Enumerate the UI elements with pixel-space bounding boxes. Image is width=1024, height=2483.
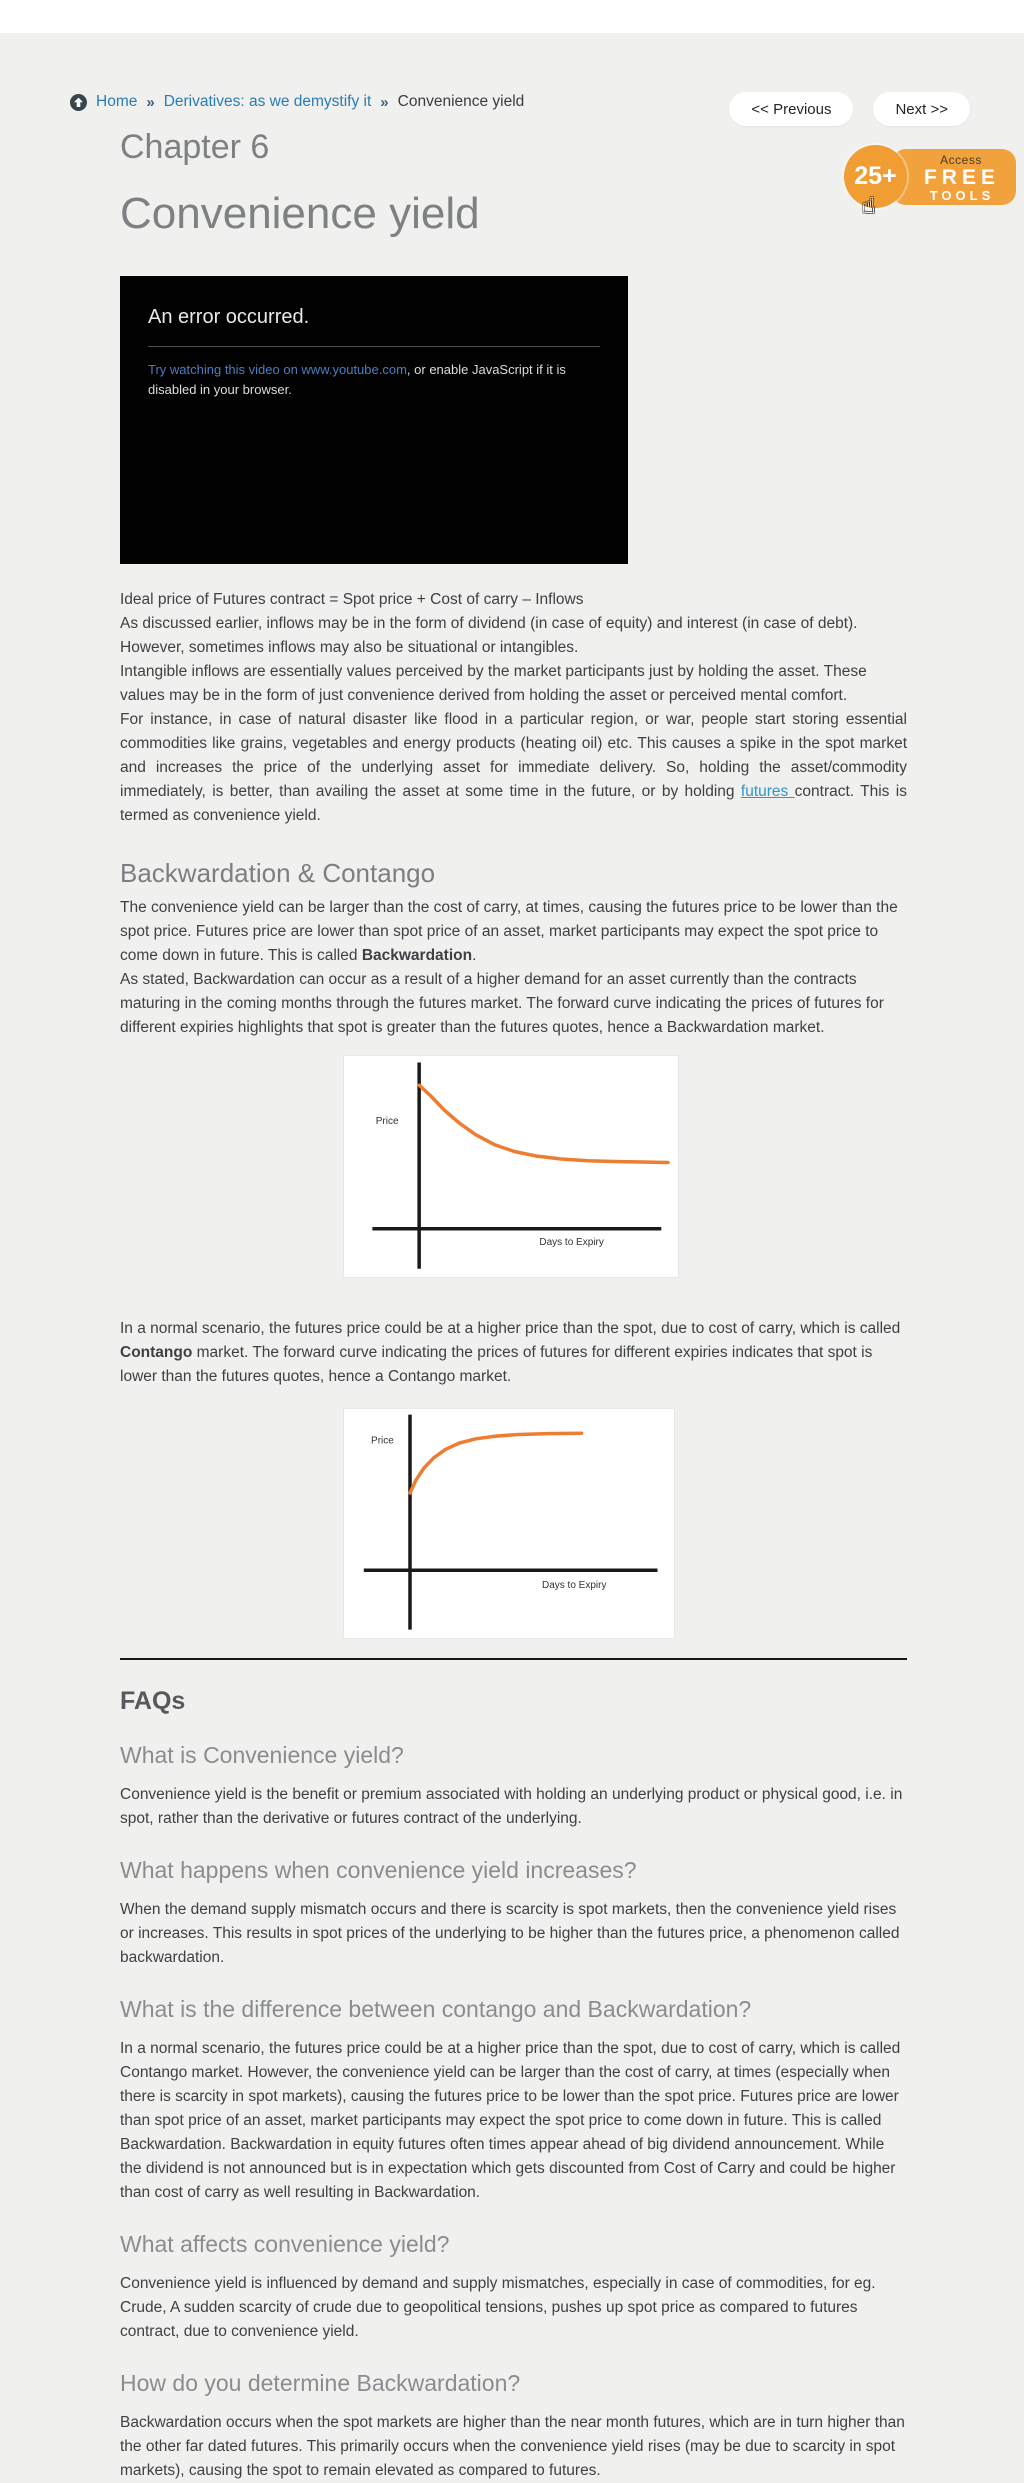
paragraph-contango xyxy=(120,1317,907,1389)
faq-question-2: What happens when convenience yield increases? xyxy=(120,1857,637,1883)
watch-on-youtube-link[interactable]: Try watching this video on www.youtube.com xyxy=(148,362,407,377)
page-background xyxy=(0,33,1024,2483)
pager-buttons xyxy=(729,92,970,126)
paragraph-text: In a normal scenario, the futures price could be at a higher price than the spot, due to cost of carry, which is called xyxy=(120,1320,901,1337)
section-heading-backwardation-contango: Backwardation & Contango xyxy=(120,858,436,888)
contango-term: Contango xyxy=(120,1344,193,1361)
paragraph-text: market. The forward curve indicating the prices of futures for different expiries indicates that spot is lower than the futures quotes, hence a Contango market. xyxy=(120,1344,873,1385)
free-tools-badge[interactable] xyxy=(844,145,1016,217)
breadcrumb-home-link[interactable]: Home xyxy=(96,93,138,110)
chevron-right-icon: » xyxy=(380,93,389,111)
section-divider xyxy=(120,1658,907,1660)
breadcrumb-section-link[interactable]: Derivatives: as we demystify it xyxy=(163,93,372,110)
top-white-bar xyxy=(0,0,1024,33)
contango-chart xyxy=(344,1409,674,1633)
backwardation-term: Backwardation xyxy=(361,947,473,964)
video-error-divider xyxy=(148,346,600,347)
home-icon[interactable] xyxy=(70,94,87,111)
faq-question-3: What is the difference between contango and Backwardation? xyxy=(120,1996,752,2022)
paragraph-inflows: As discussed earlier, inflows may be in the form of dividend (in case of equity) and interest (in case of debt). However, sometimes inflows may also be situational or intangibles. xyxy=(120,615,858,656)
hand-click-icon: ☝ xyxy=(862,193,876,218)
svg-text:Days to Expiry: Days to Expiry xyxy=(542,1580,607,1592)
faq-answer-2: When the demand supply mismatch occurs and there is scarcity is spot markets, then the convenience yield rises or increases. This results in spot prices of the underlying to be higher than the futures price, a phenomenon called backwardation. xyxy=(120,1901,900,1966)
paragraph-text: contract. This is termed as convenience yield. xyxy=(120,783,907,824)
paragraph-formula: Ideal price of Futures contract = Spot price + Cost of carry – Inflows xyxy=(120,591,584,608)
chapter-label: Chapter 6 xyxy=(120,128,270,166)
breadcrumb-current: Convenience yield xyxy=(397,93,525,110)
page-title: Convenience yield xyxy=(120,189,480,238)
promo-access-text: Access xyxy=(940,153,982,167)
video-error-title: An error occurred. xyxy=(148,306,310,328)
contango-chart-figure xyxy=(344,1409,674,1638)
chevron-right-icon: » xyxy=(146,93,155,111)
faq-heading: FAQs xyxy=(120,1687,186,1715)
promo-count-badge: 25+ xyxy=(844,145,907,208)
faq-answer-5: Backwardation occurs when the spot markets are higher than the near month futures, which are in turn higher than the other far dated futures. This primarily occurs when the convenience yield rises (may be due to scarcity in spot markets), causing the spot to remain elevated as compared to futures. xyxy=(120,2414,905,2479)
paragraph-backwardation-2: As stated, Backwardation can occur as a result of a higher demand for an asset currently than the contracts maturing in the coming months through the futures market. The forward curve indicating the prices of futures for different expiries highlights that spot is greater than the futures quotes, hence a Backwardation market. xyxy=(120,971,884,1036)
next-button[interactable]: Next >> xyxy=(873,92,970,126)
faq-question-4: What affects convenience yield? xyxy=(120,2231,450,2257)
faq-answer-1: Convenience yield is the benefit or premium associated with holding an underlying product or physical good, i.e. in spot, rather than the derivative or futures contract of the underlying. xyxy=(120,1786,903,1827)
backwardation-chart xyxy=(344,1056,678,1272)
paragraph-text: . xyxy=(472,947,477,964)
faq-question-1: What is Convenience yield? xyxy=(120,1742,404,1768)
svg-text:Price: Price xyxy=(371,1435,394,1447)
faq-question-5: How do you determine Backwardation? xyxy=(120,2370,521,2396)
svg-text:Days to Expiry: Days to Expiry xyxy=(539,1237,604,1248)
faq-answer-4: Convenience yield is influenced by demand and supply mismatches, especially in case of commodities, for eg. Crude, A sudden scarcity of crude due to geopolitical tensions, pushes up spot price as compared to futures contract, due to convenience yield. xyxy=(120,2275,876,2340)
faq-answer-3: In a normal scenario, the futures price could be at a higher price than the spot, due to cost of carry, which is called Contango market. However, the convenience yield can be larger than the cost of carry, at times (especially when there is scarcity in spot markets), causing the futures price to be lower than the spot price. Futures price are lower than spot price of an asset, market participants may expect the spot price to come down in future. This is called Backwardation. Backwardation in equity futures often times appear ahead of big dividend announcement. While the dividend is not announced but is in expectation which gets discounted from Cost of Carry and could be higher than cost of carry as well resulting in Backwardation. xyxy=(120,2040,901,2201)
paragraph-text: For instance, in case of natural disaster like flood in a particular region, or war, people start storing essential commodities like grains, vegetables and energy products (heating oil) etc. This causes a spike in the spot market and increases the price of the underlying asset for immediate delivery. So, holding the asset/commodity immediately, is better, than availing the asset at some time in the future, or by holding xyxy=(120,711,907,800)
paragraph-backwardation xyxy=(120,896,907,968)
video-error-rest: , or enable JavaScript if it is disabled in your browser. xyxy=(148,362,566,397)
promo-free-text: FREE xyxy=(923,166,1000,189)
free-tools-label xyxy=(892,149,1016,205)
video-error-message xyxy=(148,360,568,399)
video-embed-error xyxy=(120,276,628,564)
promo-tools-text: TOOLS xyxy=(929,188,995,203)
paragraph-text: The convenience yield can be larger than the cost of carry, at times, causing the futures price to be lower than the spot price. Futures price are lower than spot price of an asset, market participants may expect the spot price to come down in future. This is called xyxy=(120,899,898,964)
previous-button[interactable]: << Previous xyxy=(729,92,853,126)
svg-text:Price: Price xyxy=(375,1116,399,1128)
futures-link[interactable]: futures xyxy=(740,783,795,800)
paragraph-for-instance xyxy=(120,708,907,828)
paragraph-intangible: Intangible inflows are essentially values perceived by the market participants just by holding the asset. These values may be in the form of just convenience derived from holding the asset or perceived mental comfort. xyxy=(120,663,867,704)
backwardation-chart-figure xyxy=(344,1056,678,1277)
